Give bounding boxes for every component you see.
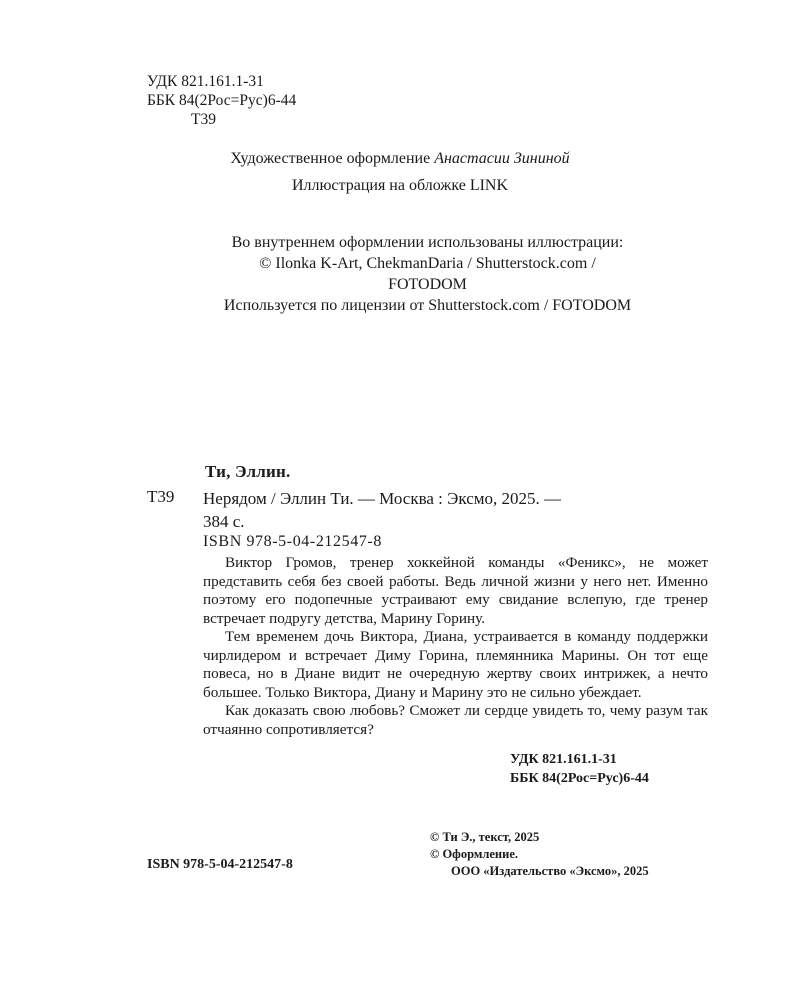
bbk-code: ББК 84(2Рос=Рус)6-44 [147,92,297,109]
illustration-line-1: Во внутреннем оформлении использованы иллюстрации: [231,234,624,251]
copyright-design: © Оформление. [430,847,519,861]
illustration-line-3: FOTODOM [388,276,467,293]
author-mark: Т39 [191,111,216,128]
footer-isbn: ISBN 978-5-04-212547-8 [147,857,293,872]
illustration-line-4: Используется по лицензии от Shutterstock.com / FOTODOM [223,297,632,314]
annotation-paragraph: Виктор Громов, тренер хоккейной команды «Феникс», не может представить себя без своей работы. Ведь личной жизни у него нет. Именно поэтому его подопечные устраивают ему свидание вслепую, где тренер встречает подругу детства, Марину Горину. [203,554,708,627]
art-design-label: Художественное оформление [230,150,431,167]
art-design-credit [0,150,800,168]
annotation-udk: УДК 821.161.1-31 [510,752,617,767]
cover-illustration-credit: Иллюстрация на обложке LINK [291,177,509,194]
illustration-line-2: © Ilonka K-Art, ChekmanDaria / Shutterstock.com / [259,255,596,272]
illustration-credits [0,232,800,316]
bib-author-mark: Т39 [147,487,175,506]
bib-isbn: ISBN 978-5-04-212547-8 [203,533,382,550]
classification-codes [147,72,296,129]
art-design-name: Анастасии Зининой [434,150,570,167]
annotation-paragraph: Тем временем дочь Виктора, Диана, устраивается в команду поддержки чирлидером и встречает Диму Горина, племянника Марины. Он тот еще повеса, но в Диане видит не очередную жертву своих интрижек, а нечто большее. Только Виктора, Диану и Марину это не сильно убеждает. [203,628,708,701]
copyright-publisher: ООО «Издательство «Эксмо», 2025 [451,864,649,878]
bib-pages: 384 с. [203,512,245,531]
annotation-paragraph: Как доказать свою любовь? Сможет ли сердце увидеть то, чему разум так отчаянно сопротивляется? [203,702,708,738]
udk-code: УДК 821.161.1-31 [147,73,264,90]
annotation-bbk: ББК 84(2Рос=Рус)6-44 [510,771,649,786]
bib-title-line: Нерядом / Эллин Ти. — Москва : Эксмо, 2025. — [203,489,562,508]
copyright-text: © Ти Э., текст, 2025 [430,830,540,844]
annotation [203,554,708,739]
annotation-codes [510,750,649,788]
bibliographic-record [203,487,561,533]
author-heading: Ти, Эллин. [205,462,291,481]
copyright-block [430,829,649,880]
